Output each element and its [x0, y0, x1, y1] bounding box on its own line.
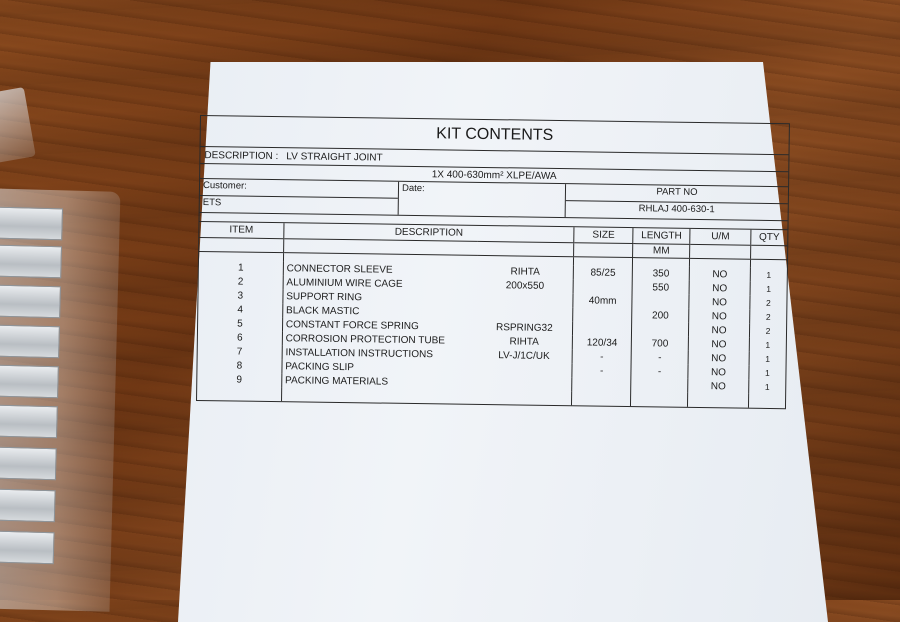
- item-size: -: [572, 349, 631, 364]
- header-qty: QTY: [751, 230, 788, 246]
- kit-items-table: [197, 222, 787, 408]
- plastic-bag-corner: [0, 87, 36, 163]
- item-code: [477, 292, 574, 307]
- description-label: DESCRIPTION :: [204, 149, 279, 162]
- item-quantity: 2: [749, 324, 786, 339]
- item-unit: NO: [689, 323, 750, 338]
- part-no-column: [566, 184, 788, 220]
- item-length: 700: [631, 336, 688, 351]
- item-number: 4: [237, 304, 244, 316]
- item-quantity: 1: [750, 282, 787, 297]
- customer-label: Customer:: [200, 179, 398, 199]
- item-description: SUPPORT RING: [283, 289, 477, 306]
- item-description: CONNECTOR SLEEVE: [283, 261, 477, 278]
- customer-value: ETS: [202, 197, 222, 209]
- item-number: 6: [236, 332, 243, 344]
- description-value: LV STRAIGHT JOINT: [286, 150, 383, 164]
- item-unit: NO: [688, 365, 749, 380]
- header-item: ITEM: [199, 222, 284, 239]
- item-size: [572, 377, 631, 392]
- item-length: 550: [632, 280, 689, 295]
- item-size: 40mm: [573, 293, 632, 308]
- item-code: RIHTA: [509, 335, 539, 348]
- metal-strip: [0, 446, 57, 480]
- item-length: -: [631, 364, 688, 379]
- part-no-label: PART NO: [566, 184, 788, 204]
- part-no-value: RHLAJ 400-630-1: [638, 203, 715, 216]
- item-quantity: 2: [750, 310, 787, 325]
- metal-strip: [0, 364, 59, 398]
- header-um: U/M: [690, 229, 751, 245]
- item-number: 7: [236, 346, 243, 358]
- item-size: 85/25: [573, 265, 632, 280]
- item-size: [573, 279, 632, 294]
- item-code: [476, 362, 573, 377]
- item-unit: NO: [688, 379, 749, 394]
- item-number: 1: [237, 262, 244, 274]
- metal-strip: [0, 404, 58, 438]
- item-description: INSTALLATION INSTRUCTIONS: [282, 345, 476, 362]
- item-code: 200x550: [505, 279, 545, 292]
- item-size: -: [572, 363, 631, 378]
- item-quantity: 1: [749, 380, 786, 395]
- item-length: 200: [632, 308, 689, 323]
- metal-strip: [0, 530, 55, 564]
- item-number: 8: [236, 360, 243, 372]
- item-unit: NO: [689, 295, 750, 310]
- item-code: [476, 376, 573, 391]
- item-quantity: 1: [750, 268, 787, 283]
- kit-contents-document: [196, 115, 790, 409]
- item-unit: NO: [689, 281, 750, 296]
- item-quantity: 1: [749, 366, 786, 381]
- item-size: 120/34: [573, 335, 632, 350]
- item-size: [573, 321, 632, 336]
- item-description: PACKING SLIP: [282, 359, 476, 376]
- item-quantity: 1: [749, 338, 786, 353]
- item-description: PACKING MATERIALS: [282, 373, 476, 390]
- item-quantity: 1: [749, 352, 786, 367]
- header-description: DESCRIPTION: [284, 223, 575, 243]
- item-unit: NO: [689, 267, 750, 282]
- item-size: [573, 307, 632, 322]
- metal-strip: [0, 206, 63, 240]
- item-unit: NO: [688, 351, 749, 366]
- item-description: ALUMINIUM WIRE CAGE: [283, 275, 477, 292]
- item-description: CONSTANT FORCE SPRING: [282, 317, 476, 334]
- item-unit: NO: [688, 337, 749, 352]
- kit-contents-form: [196, 115, 790, 409]
- item-length: [632, 294, 689, 309]
- item-description: BLACK MASTIC: [282, 303, 476, 320]
- item-quantity: 2: [750, 296, 787, 311]
- plastic-bag-with-metal-strips: [0, 188, 120, 611]
- item-code: RIHTA: [510, 265, 540, 278]
- item-length: [632, 322, 689, 337]
- item-code: LV-J/1C/UK: [498, 349, 550, 362]
- item-number: 5: [237, 318, 243, 330]
- customer-column: [200, 179, 399, 215]
- metal-strip: [0, 284, 61, 318]
- item-description: CORROSION PROTECTION TUBE: [282, 331, 476, 348]
- metal-strip: [0, 324, 60, 358]
- item-code: [477, 306, 574, 321]
- length-unit: MM: [633, 244, 690, 259]
- item-number: 2: [237, 276, 244, 288]
- item-length: [631, 378, 688, 393]
- item-code: RSPRING32: [495, 321, 553, 334]
- item-unit: NO: [689, 309, 750, 324]
- header-size: SIZE: [574, 227, 633, 243]
- kit-subtitle: 1X 400-630mm² XLPE/AWA: [431, 168, 557, 182]
- metal-strip: [0, 488, 56, 522]
- document-title: KIT CONTENTS: [201, 116, 789, 155]
- date-label: Date:: [401, 182, 425, 195]
- item-length: 350: [632, 266, 689, 281]
- item-length: -: [631, 350, 688, 365]
- item-number: 3: [237, 290, 244, 302]
- header-length: LENGTH: [633, 228, 690, 244]
- date-column: [399, 182, 566, 217]
- metal-strip: [0, 244, 62, 278]
- item-number: 9: [236, 374, 243, 386]
